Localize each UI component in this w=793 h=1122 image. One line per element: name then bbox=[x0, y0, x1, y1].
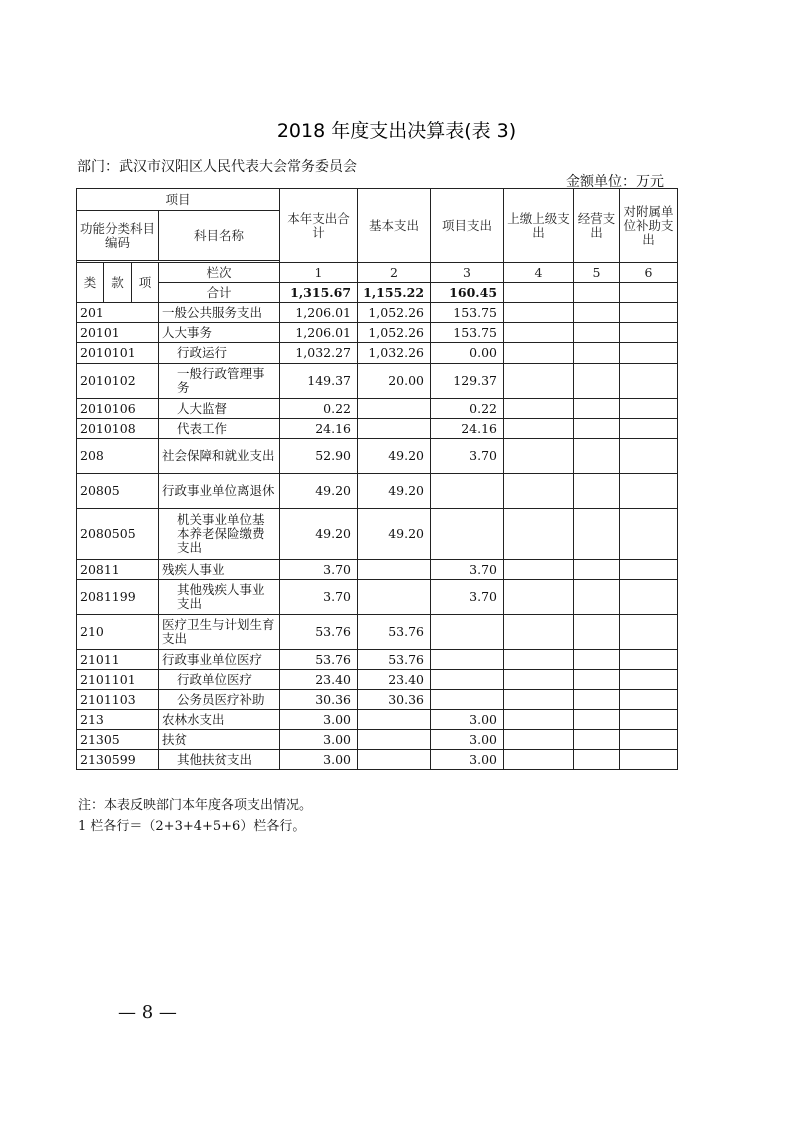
row-code: 208 bbox=[77, 439, 159, 474]
row-basic bbox=[358, 399, 431, 419]
table-row bbox=[77, 730, 678, 750]
row-subject-name: 一般行政管理事务 bbox=[159, 364, 280, 399]
department-label: 部门：武汉市汉阳区人民代表大会常务委员会 bbox=[77, 159, 357, 175]
row-project: 0.22 bbox=[431, 399, 504, 419]
row-business bbox=[574, 670, 620, 690]
row-upper bbox=[504, 650, 574, 670]
row-business bbox=[574, 560, 620, 580]
col-num-3: 3 bbox=[431, 263, 504, 283]
row-subsidy bbox=[620, 323, 678, 343]
row-basic bbox=[358, 419, 431, 439]
row-subject-name: 农林水支出 bbox=[159, 710, 280, 730]
table-row bbox=[77, 439, 678, 474]
row-project bbox=[431, 615, 504, 650]
header-lanci: 栏次 bbox=[159, 263, 280, 283]
header-subject-name: 科目名称 bbox=[159, 211, 280, 261]
row-upper bbox=[504, 364, 574, 399]
row-upper bbox=[504, 303, 574, 323]
row-subsidy bbox=[620, 670, 678, 690]
row-subject-name: 公务员医疗补助 bbox=[159, 690, 280, 710]
row-subject-name: 社会保障和就业支出 bbox=[159, 439, 280, 474]
row-subsidy bbox=[620, 399, 678, 419]
amount-unit-label: 金额单位：万元 bbox=[566, 174, 664, 190]
row-total: 30.36 bbox=[280, 690, 358, 710]
row-subject-name: 行政事业单位医疗 bbox=[159, 650, 280, 670]
row-project: 153.75 bbox=[431, 303, 504, 323]
row-business bbox=[574, 474, 620, 509]
header-upper: 上缴上级支出 bbox=[504, 189, 574, 263]
table-row bbox=[77, 474, 678, 509]
row-code: 210 bbox=[77, 615, 159, 650]
row-total: 1,032.27 bbox=[280, 343, 358, 364]
row-upper bbox=[504, 474, 574, 509]
header-basic: 基本支出 bbox=[358, 189, 431, 263]
header-project: 项目支出 bbox=[431, 189, 504, 263]
row-subject-name: 行政单位医疗 bbox=[159, 670, 280, 690]
row-business bbox=[574, 323, 620, 343]
row-project bbox=[431, 474, 504, 509]
row-subsidy bbox=[620, 650, 678, 670]
header-subsidy: 对附属单位补助支出 bbox=[620, 189, 678, 263]
row-business bbox=[574, 730, 620, 750]
row-upper bbox=[504, 323, 574, 343]
row-total: 3.70 bbox=[280, 580, 358, 615]
row-subsidy bbox=[620, 303, 678, 323]
row-project bbox=[431, 690, 504, 710]
row-business bbox=[574, 509, 620, 560]
row-total: 52.90 bbox=[280, 439, 358, 474]
table-row bbox=[77, 364, 678, 399]
row-total: 0.22 bbox=[280, 399, 358, 419]
row-business bbox=[574, 364, 620, 399]
row-upper bbox=[504, 560, 574, 580]
col-num-4: 4 bbox=[504, 263, 574, 283]
row-total: 3.70 bbox=[280, 560, 358, 580]
row-upper bbox=[504, 580, 574, 615]
row-code: 2010108 bbox=[77, 419, 159, 439]
total-project: 160.45 bbox=[431, 283, 504, 303]
row-upper bbox=[504, 419, 574, 439]
row-subject-name: 其他扶贫支出 bbox=[159, 750, 280, 770]
row-subject-name: 其他残疾人事业支出 bbox=[159, 580, 280, 615]
expenditure-table bbox=[76, 188, 678, 770]
col-num-5: 5 bbox=[574, 263, 620, 283]
header-lei: 类 bbox=[77, 263, 104, 303]
row-basic: 49.20 bbox=[358, 439, 431, 474]
row-subject-name: 残疾人事业 bbox=[159, 560, 280, 580]
row-subsidy bbox=[620, 690, 678, 710]
row-total: 3.00 bbox=[280, 730, 358, 750]
row-total: 49.20 bbox=[280, 509, 358, 560]
row-basic: 1,032.26 bbox=[358, 343, 431, 364]
note-line-1: 注：本表反映部门本年度各项支出情况。 bbox=[78, 798, 313, 813]
row-business bbox=[574, 690, 620, 710]
row-project bbox=[431, 650, 504, 670]
row-basic bbox=[358, 580, 431, 615]
row-subsidy bbox=[620, 364, 678, 399]
row-total: 149.37 bbox=[280, 364, 358, 399]
row-subject-name: 行政事业单位离退休 bbox=[159, 474, 280, 509]
note-line-2: 1 栏各行＝（2+3+4+5+6）栏各行。 bbox=[78, 819, 306, 834]
row-project: 3.00 bbox=[431, 710, 504, 730]
notes bbox=[78, 795, 312, 837]
row-subsidy bbox=[620, 343, 678, 364]
page-title: 2018 年度支出决算表(表 3) bbox=[276, 120, 517, 142]
total-basic: 1,155.22 bbox=[358, 283, 431, 303]
page-number: — 8 — bbox=[118, 1002, 177, 1023]
row-business bbox=[574, 750, 620, 770]
row-project: 3.70 bbox=[431, 439, 504, 474]
row-code: 2080505 bbox=[77, 509, 159, 560]
row-basic bbox=[358, 560, 431, 580]
table-row bbox=[77, 419, 678, 439]
col-num-1: 1 bbox=[280, 263, 358, 283]
row-project: 3.00 bbox=[431, 730, 504, 750]
row-project bbox=[431, 670, 504, 690]
row-total: 53.76 bbox=[280, 650, 358, 670]
row-subject-name: 机关事业单位基本养老保险缴费支出 bbox=[159, 509, 280, 560]
row-subject-name: 扶贫 bbox=[159, 730, 280, 750]
row-total: 3.00 bbox=[280, 710, 358, 730]
header-business: 经营支出 bbox=[574, 189, 620, 263]
row-subject-name: 一般公共服务支出 bbox=[159, 303, 280, 323]
row-upper bbox=[504, 399, 574, 419]
row-total: 24.16 bbox=[280, 419, 358, 439]
row-basic: 53.76 bbox=[358, 650, 431, 670]
row-code: 2101103 bbox=[77, 690, 159, 710]
table-row bbox=[77, 399, 678, 419]
row-subsidy bbox=[620, 710, 678, 730]
row-basic: 20.00 bbox=[358, 364, 431, 399]
table-row bbox=[77, 509, 678, 560]
row-business bbox=[574, 399, 620, 419]
col-num-6: 6 bbox=[620, 263, 678, 283]
table-row bbox=[77, 323, 678, 343]
row-code: 2010106 bbox=[77, 399, 159, 419]
row-subsidy bbox=[620, 730, 678, 750]
row-project: 3.00 bbox=[431, 750, 504, 770]
header-kuan: 款 bbox=[104, 263, 132, 303]
row-code: 20101 bbox=[77, 323, 159, 343]
row-subsidy bbox=[620, 439, 678, 474]
row-upper bbox=[504, 509, 574, 560]
row-code: 20805 bbox=[77, 474, 159, 509]
table-row bbox=[77, 343, 678, 364]
row-total: 23.40 bbox=[280, 670, 358, 690]
row-business bbox=[574, 615, 620, 650]
row-total: 1,206.01 bbox=[280, 323, 358, 343]
row-project bbox=[431, 509, 504, 560]
row-upper bbox=[504, 670, 574, 690]
row-business bbox=[574, 710, 620, 730]
table-row bbox=[77, 710, 678, 730]
row-subsidy bbox=[620, 560, 678, 580]
header-total: 本年支出合计 bbox=[280, 189, 358, 263]
row-basic bbox=[358, 710, 431, 730]
row-subsidy bbox=[620, 580, 678, 615]
row-business bbox=[574, 580, 620, 615]
table-row bbox=[77, 303, 678, 323]
row-business bbox=[574, 343, 620, 364]
row-code: 2010102 bbox=[77, 364, 159, 399]
row-project: 3.70 bbox=[431, 560, 504, 580]
row-code: 201 bbox=[77, 303, 159, 323]
table-row bbox=[77, 615, 678, 650]
row-basic: 1,052.26 bbox=[358, 323, 431, 343]
row-code: 2130599 bbox=[77, 750, 159, 770]
table-row bbox=[77, 670, 678, 690]
row-project: 129.37 bbox=[431, 364, 504, 399]
row-business bbox=[574, 419, 620, 439]
row-total: 1,206.01 bbox=[280, 303, 358, 323]
row-upper bbox=[504, 343, 574, 364]
row-project: 3.70 bbox=[431, 580, 504, 615]
total-amount: 1,315.67 bbox=[280, 283, 358, 303]
table-row bbox=[77, 690, 678, 710]
row-subject-name: 医疗卫生与计划生育支出 bbox=[159, 615, 280, 650]
header-func-code: 功能分类科目编码 bbox=[77, 211, 159, 261]
row-subsidy bbox=[620, 750, 678, 770]
row-business bbox=[574, 439, 620, 474]
row-upper bbox=[504, 750, 574, 770]
row-code: 2101101 bbox=[77, 670, 159, 690]
table-body bbox=[77, 303, 678, 770]
row-subject-name: 行政运行 bbox=[159, 343, 280, 364]
header-item: 项目 bbox=[77, 189, 280, 211]
row-upper bbox=[504, 615, 574, 650]
row-code: 2010101 bbox=[77, 343, 159, 364]
total-label: 合计 bbox=[159, 283, 280, 303]
row-basic: 53.76 bbox=[358, 615, 431, 650]
row-project: 0.00 bbox=[431, 343, 504, 364]
row-code: 21011 bbox=[77, 650, 159, 670]
row-basic: 1,052.26 bbox=[358, 303, 431, 323]
row-total: 53.76 bbox=[280, 615, 358, 650]
row-business bbox=[574, 303, 620, 323]
row-basic: 30.36 bbox=[358, 690, 431, 710]
row-subject-name: 人大事务 bbox=[159, 323, 280, 343]
row-subject-name: 人大监督 bbox=[159, 399, 280, 419]
row-basic: 49.20 bbox=[358, 509, 431, 560]
table-row bbox=[77, 580, 678, 615]
row-upper bbox=[504, 730, 574, 750]
row-subsidy bbox=[620, 615, 678, 650]
row-upper bbox=[504, 710, 574, 730]
row-project: 153.75 bbox=[431, 323, 504, 343]
row-subsidy bbox=[620, 509, 678, 560]
row-project: 24.16 bbox=[431, 419, 504, 439]
row-business bbox=[574, 650, 620, 670]
row-total: 49.20 bbox=[280, 474, 358, 509]
row-basic bbox=[358, 750, 431, 770]
table-header bbox=[77, 189, 678, 303]
row-basic bbox=[358, 730, 431, 750]
row-upper bbox=[504, 439, 574, 474]
header-xiang: 项 bbox=[132, 263, 159, 303]
table-row bbox=[77, 650, 678, 670]
total-row bbox=[77, 283, 678, 303]
table-row bbox=[77, 560, 678, 580]
row-code: 2081199 bbox=[77, 580, 159, 615]
row-subsidy bbox=[620, 419, 678, 439]
col-num-2: 2 bbox=[358, 263, 431, 283]
row-total: 3.00 bbox=[280, 750, 358, 770]
row-basic: 49.20 bbox=[358, 474, 431, 509]
row-basic: 23.40 bbox=[358, 670, 431, 690]
row-code: 20811 bbox=[77, 560, 159, 580]
table-row bbox=[77, 750, 678, 770]
row-subject-name: 代表工作 bbox=[159, 419, 280, 439]
row-code: 21305 bbox=[77, 730, 159, 750]
row-subsidy bbox=[620, 474, 678, 509]
row-code: 213 bbox=[77, 710, 159, 730]
row-upper bbox=[504, 690, 574, 710]
